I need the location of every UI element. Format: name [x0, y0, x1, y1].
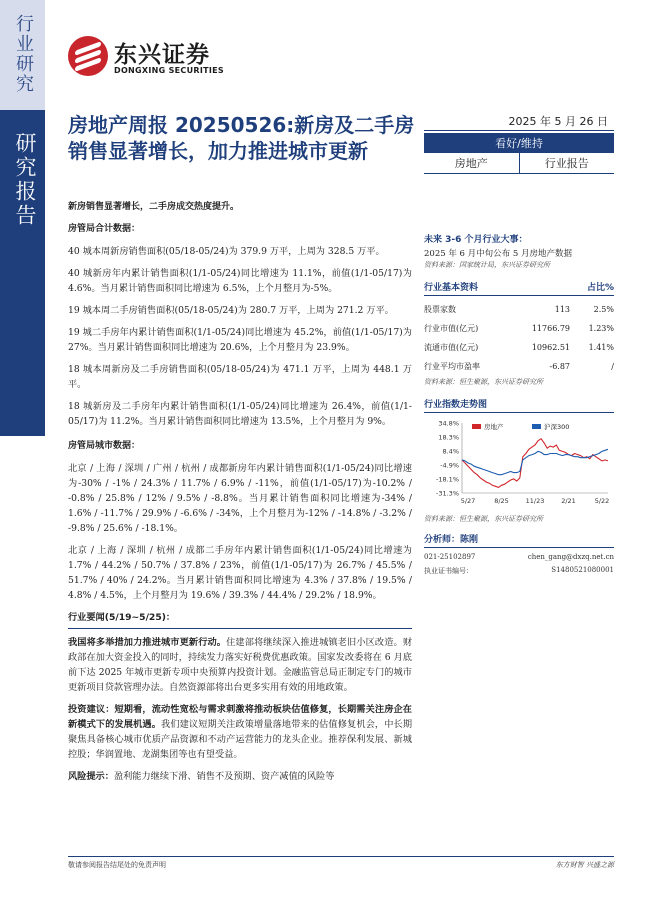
risk-lead: 风险提示：: [68, 771, 114, 782]
x-tick-label: 8/25: [494, 497, 509, 505]
sec1-para: 19 城二手房年内累计销售面积(1/1-05/24)同比增速为 45.2%，前值(1/1-05/17)为 27%。当月累计销售面积同比增速为 20.6%，上个月整月为 23.9%。: [68, 327, 412, 353]
basic-info-header: [424, 280, 614, 296]
chart-source: 资料来源：恒生聚源，东兴证券研究所: [424, 515, 543, 523]
row-pct: /: [611, 362, 614, 371]
row-pct: 1.23%: [588, 324, 614, 333]
series-line-0: [462, 439, 608, 488]
y-tick-label: -31.3%: [436, 489, 459, 498]
row-label: 行业平均市盈率: [424, 362, 480, 371]
main-content: [68, 200, 412, 791]
company-logo: [68, 36, 238, 84]
invest-body: 我们建议短期关注政策增量落地带来的估值修复机会，中长期聚焦具备核心城市优质产品资源和不动产运营能力的龙头企业。推荐保利发展、新城控股；华润置地、龙湖集团等也有望受益。: [68, 719, 413, 760]
table-row: [424, 338, 614, 357]
sidebar: [0, 0, 67, 898]
table-row: [424, 357, 614, 376]
sidebar-org-block: [0, 110, 67, 436]
legend-swatch: [472, 424, 481, 429]
section-city-title: 房管局城市数据：: [68, 441, 141, 451]
analyst-email[interactable]: chen_gang@dxzq.net.cn: [527, 553, 614, 561]
events-title: 未来 3-6 个月行业大事：: [424, 235, 528, 245]
logo-name-en: DONGXING SECURITIES: [114, 66, 224, 75]
report-rating: 看好/维持: [424, 133, 614, 153]
news-lead: 我国将多举措加力推进城市更新行动。: [68, 637, 227, 648]
legend-label: 沪深300: [544, 423, 570, 431]
analyst-cert: S1480521080001: [551, 566, 614, 574]
x-tick-label: 2/21: [561, 497, 576, 505]
sec2-para: 北京 / 上海 / 深圳 / 杭州 / 成都二手房年内累计销售面积(1/1-05/24)同比增速为 1.7% / 44.2% / 50.7% / 37.8% / 23%，前值(1/1-05/17)为 26.7% / 45.5% / 51.7% / 40% / 24.2%。当月累计销售面积同比增速为 4.3% / 37.8% / 19.5% / 4.8% / 4.5%，上个月整月为 19.6% / 39.3% / 44.4% / 29.2% / 18.9%。: [68, 545, 412, 601]
right-column: [424, 232, 614, 576]
x-tick-label: 5/27: [460, 497, 476, 505]
row-pct: 1.41%: [588, 343, 614, 352]
row-pct: 2.5%: [593, 305, 614, 314]
y-tick-label: -18.1%: [436, 475, 459, 484]
basic-info-table: [424, 300, 614, 376]
basic-info-title: 行业基本资料: [424, 283, 479, 293]
news-para: [68, 635, 412, 695]
footer-divider: [68, 856, 614, 857]
row-label: 股票家数: [424, 305, 456, 314]
row-label: 行业市值(亿元): [424, 324, 479, 333]
report-type: 行业报告: [519, 153, 615, 173]
sec1-para: 18 城新房及二手房年内累计销售面积(1/1-05/24)同比增速为 26.4%，前值(1/1-05/17)为 11.2%。当月累计销售面积同比增速为 13.5%，上个月整月为 9%。: [68, 401, 412, 427]
row-label: 流通市值(亿元): [424, 343, 479, 352]
invest-lead: 投资建议：短期看，流动性宽松与需求刺激将推动板块估值修复，长期需关注房企在新模式下的发展机遇。: [68, 704, 412, 730]
logo-mark-icon: [68, 36, 108, 76]
section-news-title: 行业要闻(5/19~5/25)：: [68, 610, 412, 629]
sec1-para: 40 城本周新房销售面积(05/18-05/24)为 379.9 万平，上周为 328.5 万平。: [68, 246, 385, 257]
row-value: 113: [554, 305, 571, 314]
row-value: -6.87: [549, 362, 571, 371]
legend-swatch: [532, 424, 541, 429]
sidebar-category: 行业研究: [13, 14, 34, 94]
footer-disclaimer: 敬请参阅报告结尾处的免责声明: [68, 861, 166, 869]
report-sector: 房地产: [454, 157, 488, 170]
analyst-cert-label: 执业证书编号：: [424, 567, 473, 575]
sec2-para: 北京 / 上海 / 深圳 / 广州 / 杭州 / 成都新房年内累计销售面积(1/1-05/24)同比增速为-30% / -1% / 24.3% / 11.7% / 6.9% / -11%，前值(1/1-05/17)为-10.2% / -0.8% / 25.8% / 12% / 9.5% / -8.8%。当月累计销售面积同比增速为-34% / 1.6% / -11.7% / 29.9% / -6.6% / -34%，上个月整月为-12% / -14.8% / -3.2% / -9.8% / 25.6% / -18.1%。: [68, 463, 412, 534]
analyst-contact-row: [424, 553, 614, 561]
x-tick-label: 5/22: [594, 497, 610, 505]
report-title: 房地产周报 20250526:新房及二手房销售显著增长，加力推进城市更新: [68, 113, 415, 163]
logo-name-cn: 东兴证券: [114, 42, 210, 68]
sec1-para: 40 城新房年内累计销售面积(1/1-05/24)同比增速为 11.1%，前值(1/1-05/17)为 4.6%。当月累计销售面积同比增速为 6.5%，上个月整月为-5%。: [68, 268, 412, 294]
table-row: [424, 319, 614, 338]
index-chart: [424, 417, 614, 513]
analyst-cert-row: [424, 566, 614, 576]
headline: 新房销售显著增长，二手房成交热度提升。: [68, 202, 240, 212]
risk-body: 盈利能力继续下滑、销售不及预期、资产减值的风险等: [113, 771, 335, 782]
footer-slogan: 东方财智 兴盛之源: [555, 861, 614, 869]
events-source: 资料来源：国家统计局，东兴证券研究所: [424, 261, 550, 269]
y-tick-label: -4.9%: [440, 461, 459, 470]
section-housing-bureau-title: 房管局合计数据：: [68, 224, 141, 234]
sec1-para: 19 城本周二手房销售面积(05/18-05/24)为 280.7 万平，上周为 271.2 万平。: [68, 305, 394, 316]
y-tick-label: 34.8%: [438, 419, 459, 428]
news-body: 住建部将继续深入推进城镇老旧小区改造。财政部在加大资金投入的同时，持续发力落实好税费优惠政策。国家发改委将在 6 月底前下达 2025 年城市更新专项中央预算内投资计划。金融监管总局正制定专门的城市更新项目贷款管理办法。自然资源部将出台更多实用有效的用地政策。: [68, 637, 413, 693]
series-line-1: [462, 449, 608, 474]
invest-para: [68, 702, 412, 762]
analyst-phone: 021-25102897: [424, 553, 476, 561]
row-value: 11766.79: [531, 324, 571, 333]
analyst-title: 分析师：陈刚: [424, 532, 614, 548]
index-chart-title: 行业指数走势图: [424, 400, 488, 410]
events-line: 2025 年 6 月中旬公布 5 月房地产数据: [424, 249, 572, 259]
report-sector-row: [424, 153, 614, 174]
y-tick-label: 8.4%: [442, 447, 459, 456]
report-date: 2025 年 5 月 26 日: [424, 113, 614, 131]
sidebar-category-block: [0, 0, 45, 110]
basic-info-source: 资料来源：恒生聚源，东兴证券研究所: [424, 378, 543, 386]
sidebar-org: 东兴证券股份有限公司证券研究报告: [13, 132, 67, 420]
row-value: 10962.51: [531, 343, 571, 352]
y-tick-label: 18.3%: [438, 433, 459, 442]
index-chart-header: [424, 397, 614, 413]
report-meta-box: [424, 113, 614, 174]
risk-para: [68, 769, 412, 784]
index-chart-svg: [424, 417, 614, 513]
legend-label: 房地产: [484, 423, 504, 431]
basic-info-col: 占比%: [586, 283, 614, 293]
table-row: [424, 300, 614, 319]
sec1-para: 18 城本周新房及二手房销售面积(05/18-05/24)为 471.1 万平，上周为 448.1 万平。: [68, 364, 412, 390]
x-tick-label: 11/23: [525, 497, 545, 505]
